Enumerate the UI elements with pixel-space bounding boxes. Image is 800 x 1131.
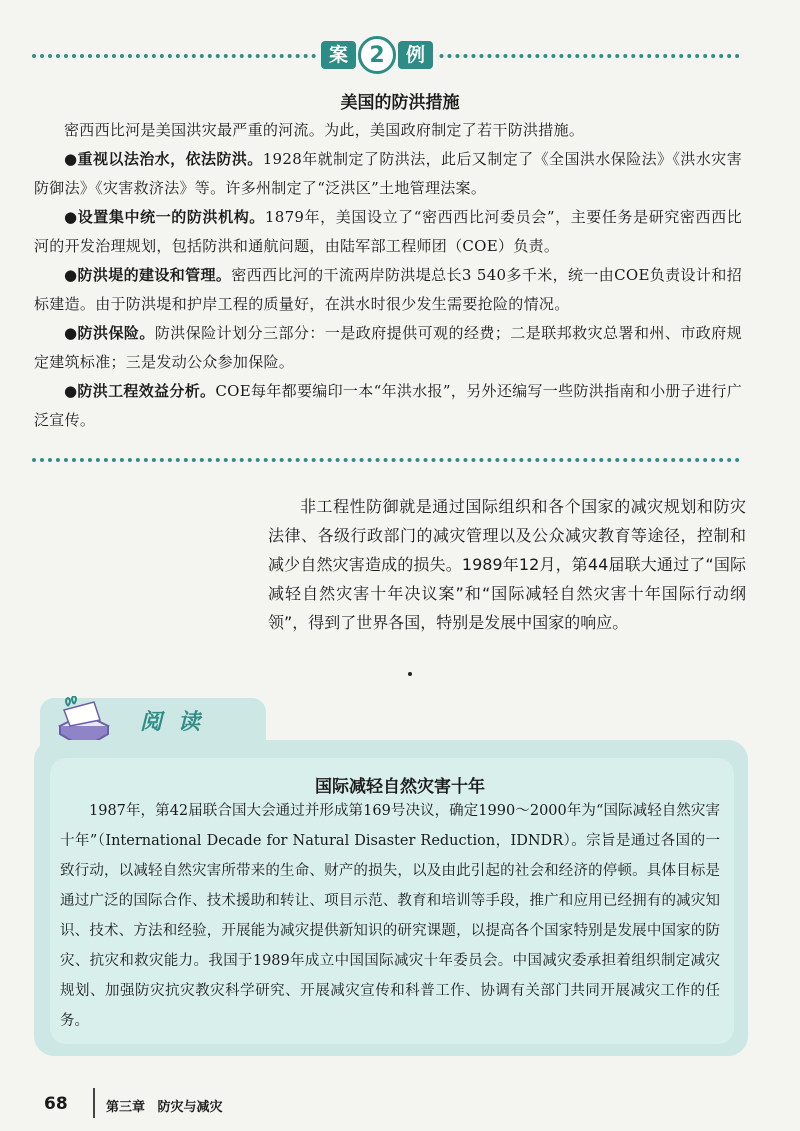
chapter-title: 第三章 防灾与减灾	[106, 1100, 223, 1115]
case-item	[34, 261, 742, 319]
case-title: 美国的防洪措施	[340, 93, 460, 113]
case-item-heading: 设置集中统一的防洪机构。	[77, 208, 265, 226]
reading-label: 阅读	[140, 710, 217, 735]
case-body	[34, 116, 742, 435]
reading-paragraph: 1987年，第42届联合国大会通过并形成第169号决议，确定1990～2000年为“国际减轻自然灾害十年”（International Decade for Natural Disaster Reduction，IDNDR）。宗旨是通过各国的一致行动，以减轻自然灾害所带来的生命、财产的损失，以及由此引起的社会和经济的停顿。具体目标是通过广泛的国际合作、技术援助和转让、项目示范、教育和培训等手段，推广和应用已经拥有的减灾知识、技术、方法和经验，开展能为减灾提供新知识的研究课题，以提高各个国家特别是发展中国家的防灾、抗灾和救灾能力。我国于1989年成立中国国际减灾十年委员会。中国减灾委承担着组织制定减灾规划、加强防灾抗灾教灾科学研究、开展减灾宣传和科普工作、协调有关部门共同开展减灾工作的任务。	[60, 803, 720, 1029]
case-bottom-divider	[32, 458, 740, 462]
bullet-icon: ●	[64, 382, 78, 400]
bullet-icon: ●	[64, 266, 78, 284]
reading-body	[60, 796, 720, 1036]
case-item-text: COE每年都要编印一本“年洪水报”，另外还编写一些防洪指南和小册子进行广泛宣传。	[34, 382, 742, 429]
stray-dot	[408, 672, 412, 676]
case-item-text: 密西西比河的干流两岸防洪堤总长3 540多千米，统一由COE负责设计和招标建造。由于防洪堤和护岸工程的质量好，在洪水时很少发生需要抢险的情况。	[34, 266, 742, 313]
case-label-left: 案	[321, 41, 356, 69]
reading-title: 国际减轻自然灾害十年	[315, 777, 485, 797]
bullet-icon: ●	[64, 324, 78, 342]
page-number: 68	[44, 1094, 68, 1114]
case-badge	[318, 38, 436, 72]
main-paragraph-block	[268, 492, 746, 637]
case-item-text: 1928年就制定了防洪法，此后又制定了《全国洪水保险法》《洪水灾害防御法》《灾害救济法》等。许多州制定了“泛洪区”土地管理法案。	[34, 150, 743, 197]
case-item-text: 1879年，美国设立了“密西西比河委员会”，主要任务是研究密西西比河的开发治理规划，包括防洪和通航问题，由陆军部工程师团（COE）负责。	[34, 208, 743, 255]
case-label-right: 例	[398, 41, 433, 69]
main-paragraph: 非工程性防御就是通过国际组织和各个国家的减灾规划和防灾法律、各级行政部门的减灾管理以及公众减灾教育等途径，控制和减少自然灾害造成的损失。1989年12月，第44届联大通过了“国际减轻自然灾害十年决议案”和“国际减轻自然灾害十年国际行动纲领”，得到了世界各国，特别是发展中国家的响应。	[268, 497, 746, 632]
bullet-icon: ●	[64, 208, 78, 226]
case-item	[34, 145, 742, 203]
footer-divider	[93, 1088, 95, 1118]
case-item-heading: 防洪保险。	[77, 324, 155, 342]
case-item-heading: 防洪工程效益分析。	[77, 382, 216, 400]
case-item	[34, 377, 742, 435]
case-item-text: 防洪保险计划分三部分：一是政府提供可观的经费；二是联邦救灾总署和州、市政府规定建筑标准；三是发动公众参加保险。	[34, 324, 742, 371]
case-item-heading: 防洪堤的建设和管理。	[77, 266, 232, 284]
bullet-icon: ●	[64, 150, 78, 168]
case-item	[34, 319, 742, 377]
case-item-heading: 重视以法治水，依法防洪。	[77, 150, 263, 168]
case-item	[34, 203, 742, 261]
case-number: 2	[358, 36, 396, 74]
case-intro: 密西西比河是美国洪灾最严重的河流。为此，美国政府制定了若干防洪措施。	[64, 121, 585, 139]
